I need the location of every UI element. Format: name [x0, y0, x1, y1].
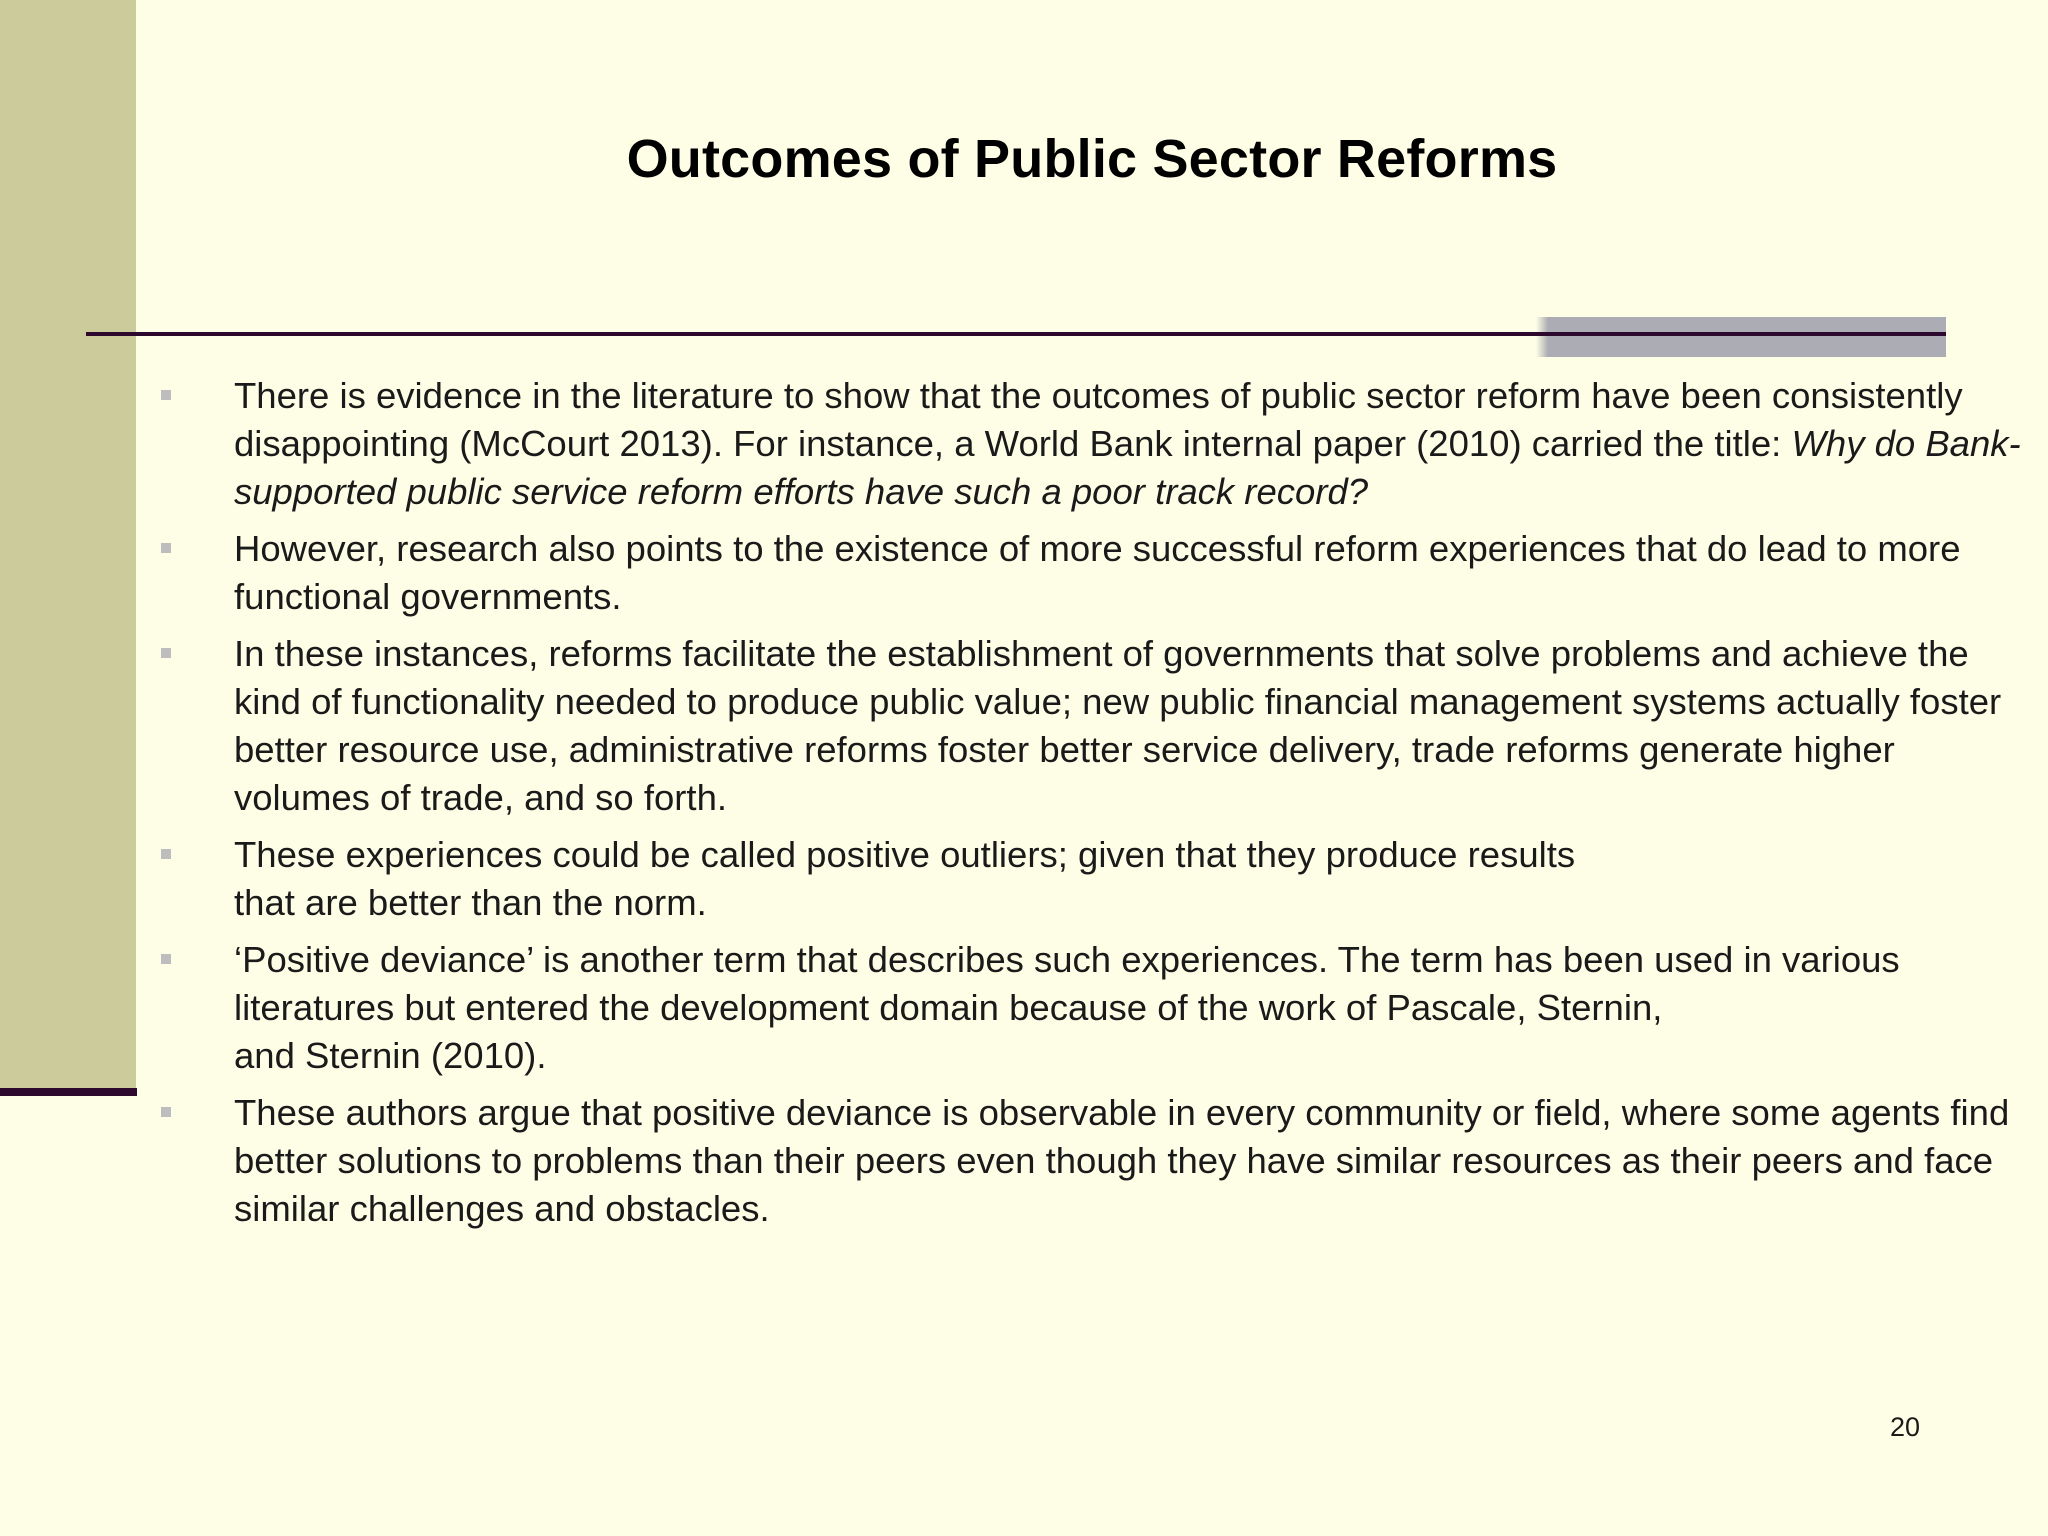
sidebar-accent-line: [0, 1088, 137, 1096]
bullet-square-icon: [161, 954, 171, 964]
bullet-square-icon: [161, 543, 171, 553]
bullet-item: [150, 525, 2030, 621]
bullet-text: ‘Positive deviance’ is another term that describes such experiences. The term has been used in various literatures but entered the development domain because of the work of Pascale, Sternin, and Sternin (2010).: [234, 939, 1900, 1076]
bullet-text: These experiences could be called positive outliers; given that they produce results that are better than the norm.: [234, 834, 1576, 923]
bullet-text: In these instances, reforms facilitate the establishment of governments that solve problems and achieve the kind of functionality needed to produce public value; new public financial management systems actually foster better resource use, administrative reforms foster better service delivery, trade reforms generate higher volumes of trade, and so forth.: [234, 633, 2002, 818]
bullet-square-icon: [161, 390, 171, 400]
page-number: 20: [1890, 1412, 1921, 1442]
bullet-text: There is evidence in the literature to show that the outcomes of public sector reform have been consistently disappointing (McCourt 2013). For instance, a World Bank internal paper (2010) carried the title: Why do Bank-supported public service reform efforts have such a poor track record?: [234, 375, 2021, 512]
bullet-text: However, research also points to the existence of more successful reform experiences that do lead to more functional governments.: [234, 528, 1961, 617]
title-rule-accent: [1536, 317, 1946, 357]
bullet-square-icon: [161, 1107, 171, 1117]
bullet-square-icon: [161, 648, 171, 658]
bullet-item: [150, 936, 2030, 1080]
bullet-italic-title: Why do Bank-supported public service reform efforts have such a poor track record?: [234, 423, 2021, 512]
bullet-item: [150, 1089, 2030, 1233]
bullet-item: [150, 630, 2030, 822]
bullet-text: These authors argue that positive deviance is observable in every community or field, where some agents find better solutions to problems than their peers even though they have similar resources as their peers and face similar challenges and obstacles.: [234, 1092, 2010, 1229]
bullet-item: [150, 831, 2030, 927]
title-rule-line: [86, 332, 1946, 336]
slide-title: Outcomes of Public Sector Reforms: [626, 129, 1558, 190]
left-sidebar-bar: [0, 0, 136, 1090]
bullet-square-icon: [161, 849, 171, 859]
bullet-list: [150, 372, 2030, 1242]
bullet-item: [150, 372, 2030, 516]
